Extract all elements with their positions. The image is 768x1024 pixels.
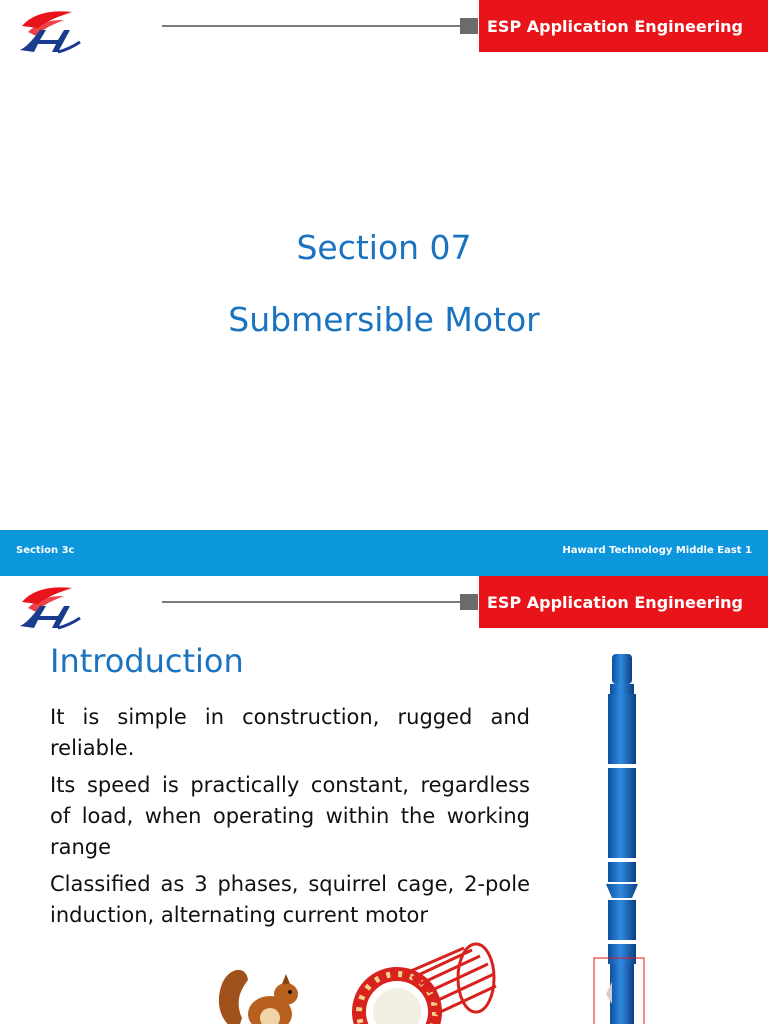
squirrel-cage-rotor-icon (352, 942, 502, 1024)
company-logo-icon (14, 582, 84, 632)
bullet-item: It is simple in construction, rugged and reliable. (50, 705, 530, 760)
header-square (460, 18, 478, 34)
section-title: Section 07 (296, 228, 472, 267)
slide-introduction (0, 576, 768, 1024)
header-square (460, 594, 478, 610)
esp-motor-icon (586, 652, 658, 1024)
header-banner: ESP Application Engineering (479, 576, 768, 628)
squirrel-icon (208, 960, 308, 1024)
header-divider (162, 601, 462, 603)
header-banner: ESP Application Engineering (479, 0, 768, 52)
footer-company-page: Haward Technology Middle East 1 (562, 545, 752, 556)
intro-heading: Introduction (50, 642, 244, 680)
footer-section-label: Section 3c (16, 545, 75, 556)
footer-bar (0, 530, 768, 576)
company-logo-icon (14, 6, 84, 56)
bullet-item: Its speed is practically constant, regardless of load, when operating within the working range (50, 773, 530, 859)
intro-bullets (50, 702, 530, 937)
header-divider (162, 25, 462, 27)
bullet-item: Classified as 3 phases, squirrel cage, 2-pole induction, alternating current motor (50, 872, 530, 927)
slide-title-text: Submersible Motor (228, 300, 540, 339)
